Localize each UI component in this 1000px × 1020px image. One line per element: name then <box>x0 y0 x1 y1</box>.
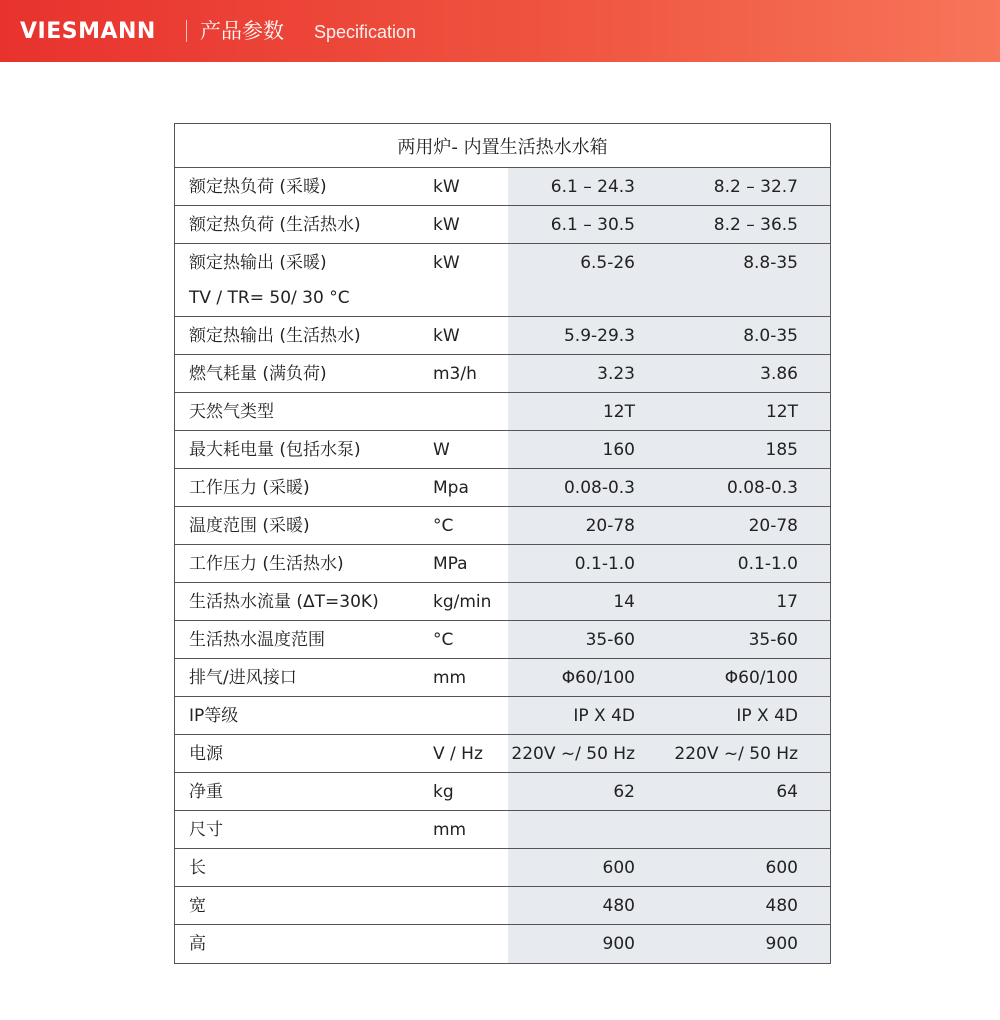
row-value-model-1: Φ60/100 <box>561 668 635 688</box>
row-value-model-1: 3.23 <box>597 364 635 384</box>
row-sub-label: TV / TR= 50/ 30 °C <box>189 288 350 308</box>
row-value-model-2: 12T <box>765 402 798 422</box>
row-unit: kg/min <box>433 592 492 612</box>
table-title: 两用炉- 内置生活热水水箱 <box>175 124 830 168</box>
row-value-model-1: 6.1 – 24.3 <box>550 177 635 197</box>
row-value-model-2: 8.2 – 32.7 <box>713 177 798 197</box>
spec-table <box>174 123 831 964</box>
row-label: 尺寸 <box>189 820 223 840</box>
row-value-model-2: 220V ~/ 50 Hz <box>674 744 798 764</box>
row-label: 额定热输出 (生活热水) <box>189 326 361 346</box>
row-label: 高 <box>189 934 206 954</box>
table-row <box>175 583 830 621</box>
row-value-model-2: 0.08-0.3 <box>726 478 798 498</box>
row-unit: V / Hz <box>433 744 483 764</box>
row-label: 电源 <box>189 744 223 764</box>
row-label: 宽 <box>189 896 206 916</box>
row-label: 净重 <box>189 782 223 802</box>
table-row <box>175 887 830 925</box>
row-value-model-1: 6.5-26 <box>580 253 635 273</box>
row-unit: kW <box>433 215 460 235</box>
row-label: 最大耗电量 (包括水泵) <box>189 440 361 460</box>
row-unit: kW <box>433 326 460 346</box>
row-value-model-1: 600 <box>602 858 635 878</box>
row-value-model-2: 64 <box>776 782 798 802</box>
row-value-model-2: 8.2 – 36.5 <box>713 215 798 235</box>
row-value-model-2: 480 <box>765 896 798 916</box>
row-value-model-2: 20-78 <box>748 516 798 536</box>
row-label: 生活热水温度范围 <box>189 630 325 650</box>
row-value-model-1: 6.1 – 30.5 <box>550 215 635 235</box>
table-row <box>175 431 830 469</box>
row-value-model-2: 8.0-35 <box>743 326 798 346</box>
row-value-model-1: 480 <box>602 896 635 916</box>
row-value-model-1: 900 <box>602 934 635 954</box>
row-label: 额定热输出 (采暖) <box>189 253 327 273</box>
row-unit: mm <box>433 668 467 688</box>
row-label: 额定热负荷 (采暖) <box>189 177 327 197</box>
table-row <box>175 507 830 545</box>
row-label: 生活热水流量 (ΔT=30K) <box>189 592 379 612</box>
row-value-model-1: 220V ~/ 50 Hz <box>511 744 635 764</box>
row-label: 排气/进风接口 <box>189 668 297 688</box>
row-value-model-2: 3.86 <box>760 364 798 384</box>
table-row <box>175 393 830 431</box>
row-value-model-1: 12T <box>602 402 635 422</box>
table-row <box>175 469 830 507</box>
table-row <box>175 317 830 355</box>
row-value-model-1: 5.9-29.3 <box>563 326 635 346</box>
row-label: 天然气类型 <box>189 402 274 422</box>
row-unit: mm <box>433 820 467 840</box>
row-value-model-1: 160 <box>602 440 635 460</box>
row-value-model-2: 8.8-35 <box>743 253 798 273</box>
row-label: 工作压力 (生活热水) <box>189 554 344 574</box>
row-label: IP等级 <box>189 706 239 726</box>
table-row <box>175 206 830 244</box>
row-value-model-2: 0.1-1.0 <box>737 554 798 574</box>
row-unit: kW <box>433 177 460 197</box>
row-unit: Mpa <box>433 478 469 498</box>
header-banner <box>0 0 1000 62</box>
row-label: 额定热负荷 (生活热水) <box>189 215 361 235</box>
table-row <box>175 621 830 659</box>
row-value-model-2: 900 <box>765 934 798 954</box>
row-unit: °C <box>433 630 454 650</box>
row-value-model-2: IP X 4D <box>736 706 798 726</box>
row-unit: m3/h <box>433 364 477 384</box>
table-row <box>175 659 830 697</box>
table-row <box>175 355 830 393</box>
row-value-model-1: 35-60 <box>585 630 635 650</box>
row-label: 温度范围 (采暖) <box>189 516 310 536</box>
row-unit: °C <box>433 516 454 536</box>
row-value-model-1: 20-78 <box>585 516 635 536</box>
table-row <box>175 773 830 811</box>
table-row <box>175 811 830 849</box>
value-column-shade <box>508 811 830 848</box>
viessmann-logo: VIESMANN <box>20 19 156 44</box>
row-value-model-2: 17 <box>776 592 798 612</box>
row-label: 工作压力 (采暖) <box>189 478 310 498</box>
table-row <box>175 545 830 583</box>
row-unit: MPa <box>433 554 468 574</box>
table-row <box>175 168 830 206</box>
row-value-model-1: IP X 4D <box>573 706 635 726</box>
row-label: 长 <box>189 858 206 878</box>
row-value-model-2: 35-60 <box>748 630 798 650</box>
table-row <box>175 697 830 735</box>
row-value-model-2: Φ60/100 <box>724 668 798 688</box>
table-row <box>175 849 830 887</box>
row-value-model-2: 600 <box>765 858 798 878</box>
row-value-model-1: 62 <box>613 782 635 802</box>
row-label: 燃气耗量 (满负荷) <box>189 364 327 384</box>
row-value-model-1: 0.1-1.0 <box>574 554 635 574</box>
header-title: 产品参数 <box>200 19 284 43</box>
row-value-model-1: 14 <box>613 592 635 612</box>
table-row <box>175 735 830 773</box>
row-value-model-1: 0.08-0.3 <box>563 478 635 498</box>
row-value-model-2: 185 <box>765 440 798 460</box>
table-row <box>175 244 830 317</box>
row-unit: kW <box>433 253 460 273</box>
table-row <box>175 925 830 963</box>
row-unit: W <box>433 440 450 460</box>
row-unit: kg <box>433 782 454 802</box>
header-subtitle: Specification <box>314 22 417 42</box>
header-divider <box>186 20 187 42</box>
